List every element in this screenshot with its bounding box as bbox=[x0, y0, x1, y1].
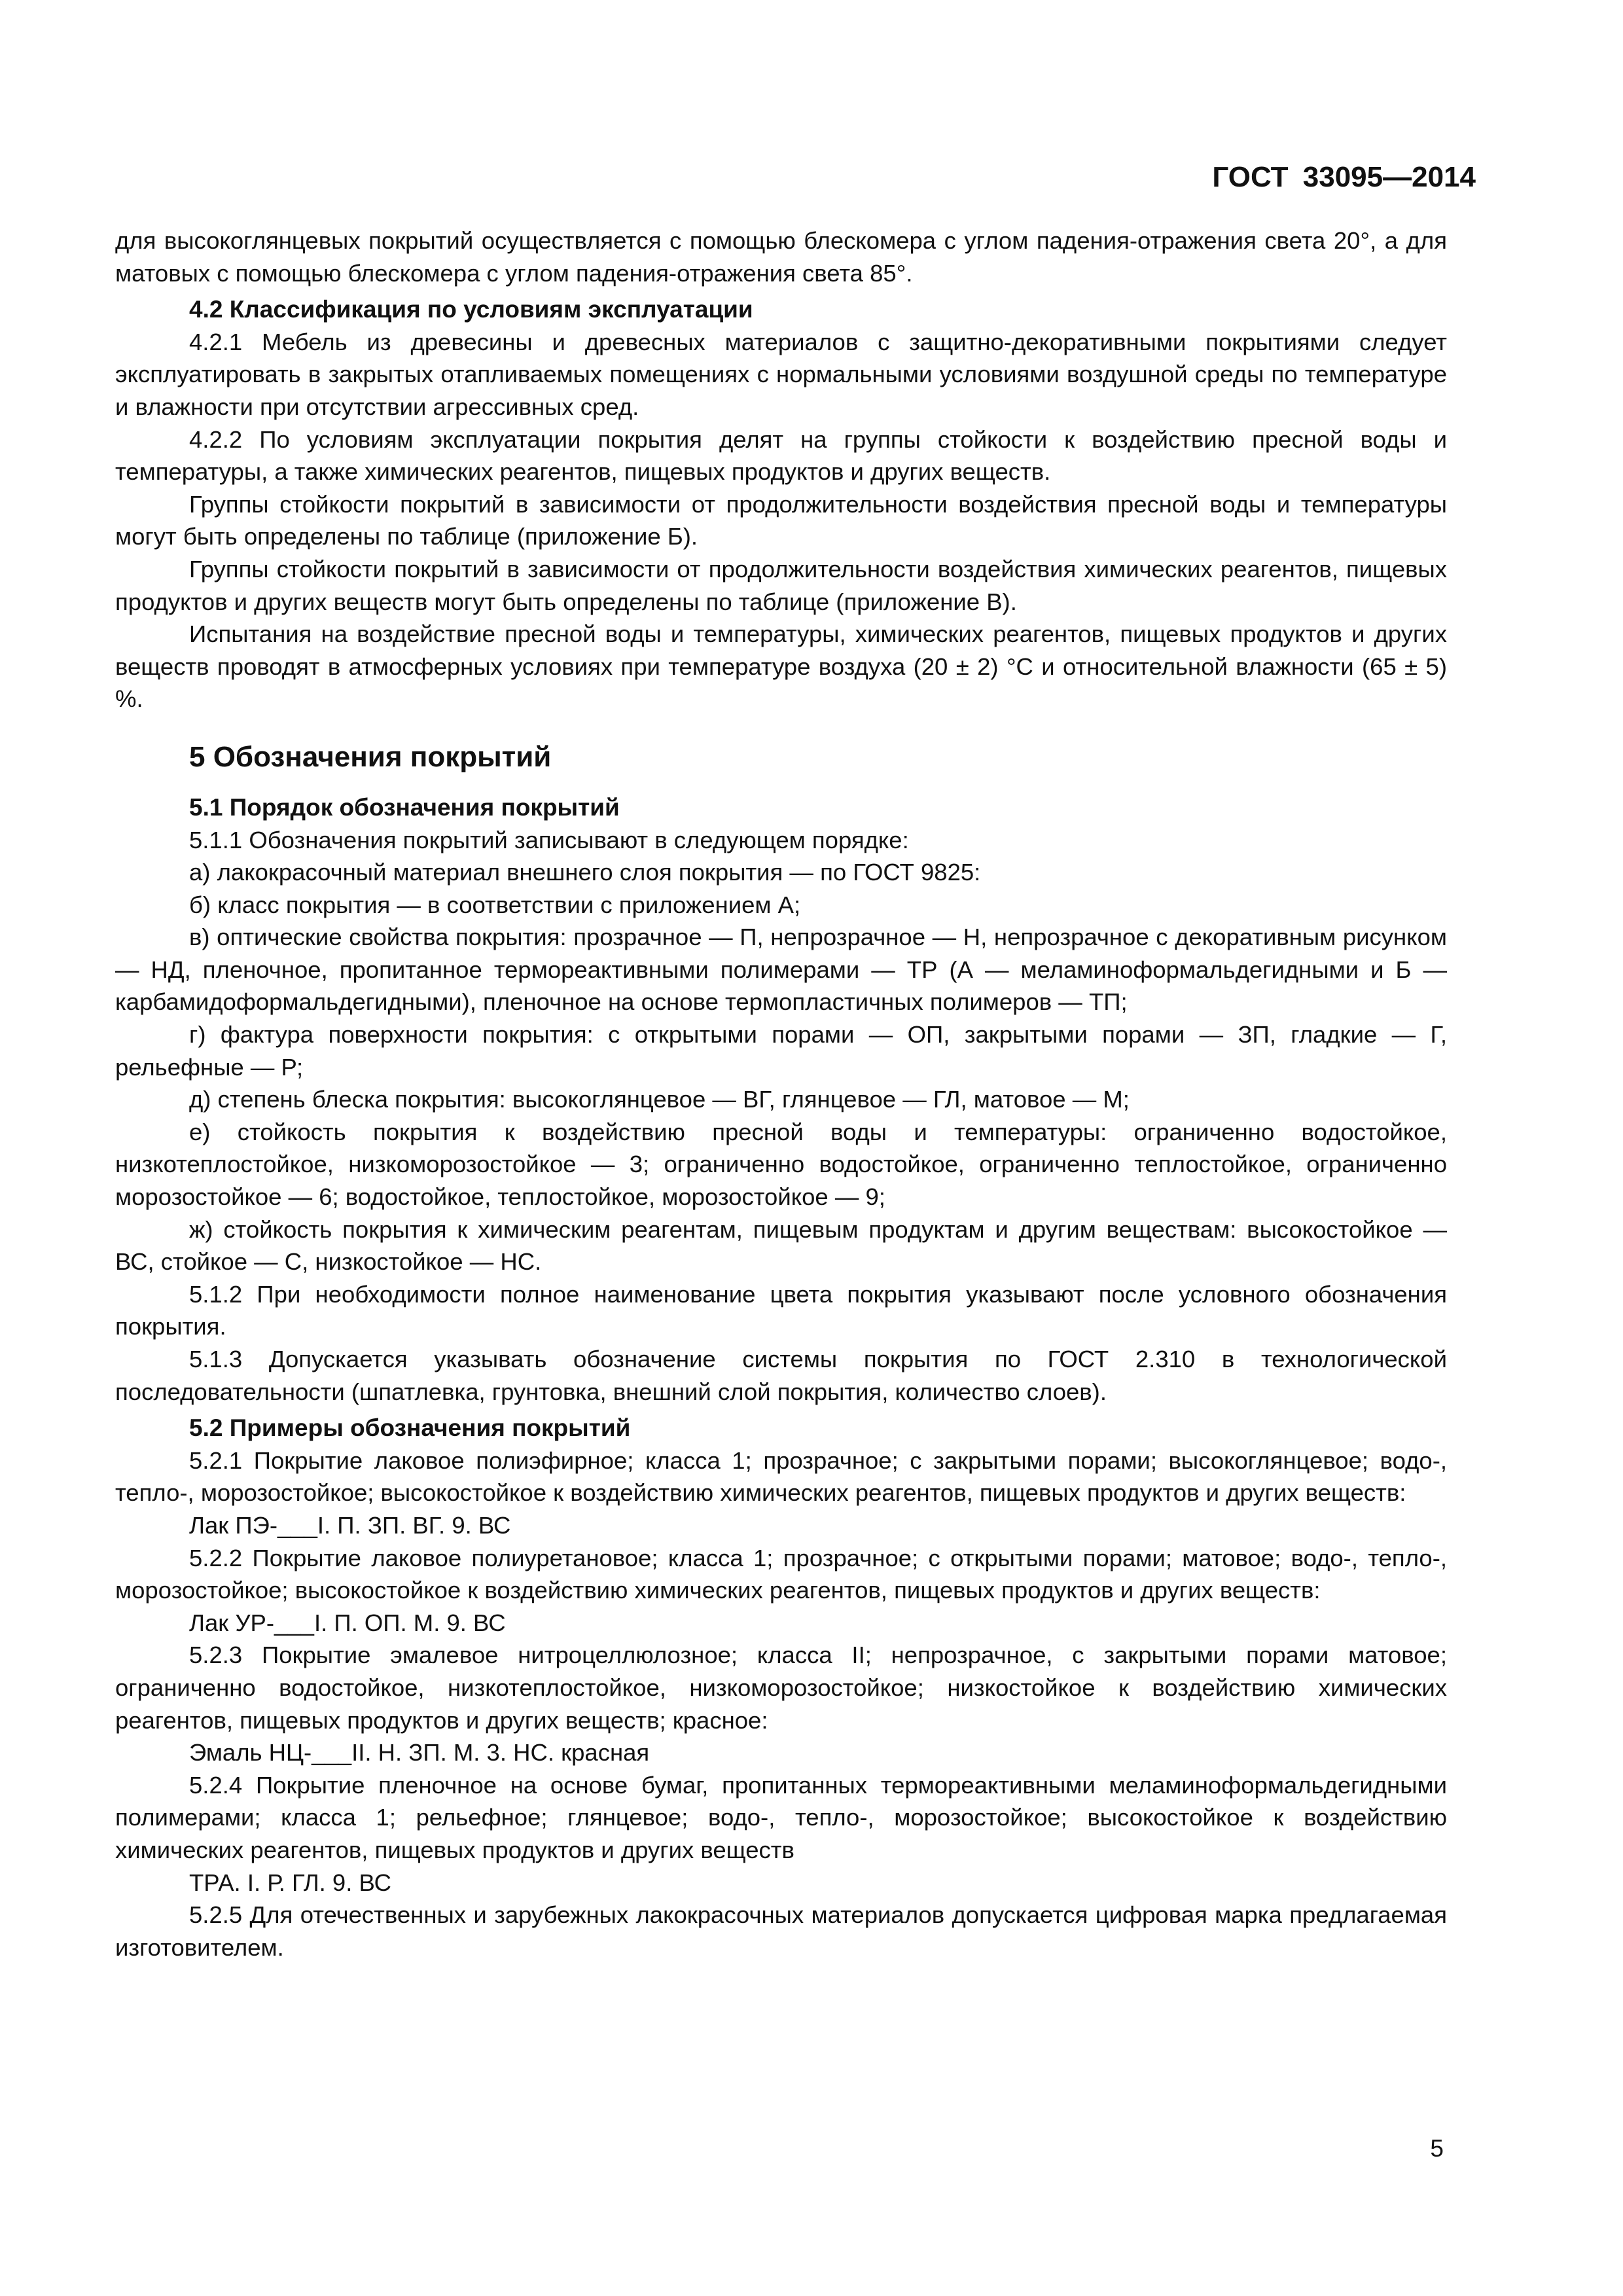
paragraph-test-conditions: Испытания на воздействие пресной воды и температуры, химических реагентов, пищевых продуктов и других веществ проводят в атмосферных условиях при температуре воздуха (20 ± 2) °С и относительной влажности (65 ± 5) %. bbox=[115, 620, 1447, 713]
list-item-d: д) степень блеска покрытия: высокоглянцевое — ВГ, глянцевое — ГЛ, матовое — М; bbox=[189, 1086, 1130, 1113]
designation-example-4: ТРА. I. Р. ГЛ. 9. ВС bbox=[189, 1869, 392, 1896]
list-item-b: б) класс покрытия — в соответствии с приложением А; bbox=[189, 891, 801, 918]
designation-example-1: Лак ПЭ-___I. П. ЗП. ВГ. 9. ВС bbox=[189, 1511, 511, 1539]
list-item-v: в) оптические свойства покрытия: прозрачное — П, непрозрачное — Н, непрозрачное с декоративным рисунком — НД, пленочное, пропитанное термореактивными полимерами — ТР (А — меламиноформальдегидными и Б — карбамидоформальдегидными), пленочное на основе термопластичных полимеров — ТП; bbox=[115, 924, 1447, 1016]
paragraph-5-2-3: 5.2.3 Покрытие эмалевое нитроцеллюлозное; класса II; непрозрачное, с закрытыми порами матовое; ограниченно водостойкое, низкотеплостойкое, низкоморозостойкое; низкостойкое к воздействию химических реагентов, пищевых продуктов и других веществ; красное: bbox=[115, 1641, 1447, 1734]
section-heading-5-2: 5.2 Примеры обозначения покрытий bbox=[189, 1414, 631, 1442]
paragraph-5-1-3: 5.1.3 Допускается указывать обозначение системы покрытия по ГОСТ 2.310 в технологической последовательности (шпатлевка, грунтовка, внешний слой покрытия, количество слоев). bbox=[115, 1346, 1447, 1405]
paragraph-water-resistance-groups: Группы стойкости покрытий в зависимости от продолжительности воздействия пресной воды и температуры могут быть определены по таблице (приложение Б). bbox=[115, 490, 1447, 550]
list-item-g: г) фактура поверхности покрытия: с открытыми порами — ОП, закрытыми порами — ЗП, гладкие — Г, рельефные — Р; bbox=[115, 1021, 1447, 1081]
paragraph-5-1-1: 5.1.1 Обозначения покрытий записывают в следующем порядке: bbox=[189, 826, 909, 853]
paragraph-gloss-measurement: для высокоглянцевых покрытий осуществляется с помощью блескомера с углом падения-отражения света 20°, а для матовых с помощью блескомера с углом падения-отражения света 85°. bbox=[115, 227, 1447, 287]
designation-example-3: Эмаль НЦ-___II. Н. ЗП. М. 3. НС. красная bbox=[189, 1739, 650, 1767]
section-heading-4-2: 4.2 Классификация по условиям эксплуатации bbox=[189, 296, 753, 323]
document-header: ГОСТ 33095—2014 bbox=[1212, 161, 1476, 193]
paragraph-5-2-1: 5.2.1 Покрытие лаковое полиэфирное; класса 1; прозрачное; с закрытыми порами; высокоглянцевое; водо-, тепло-, морозостойкое; высокостойкое к воздействию химических реагентов, пищевых продуктов и других веществ: bbox=[115, 1446, 1447, 1507]
list-item-zh: ж) стойкость покрытия к химическим реагентам, пищевым продуктам и другим веществам: высокостойкое — ВС, стойкое — С, низкостойкое — НС. bbox=[115, 1215, 1447, 1276]
section-heading-5: 5 Обозначения покрытий bbox=[189, 740, 552, 773]
paragraph-chemical-resistance-groups: Группы стойкости покрытий в зависимости от продолжительности воздействия химических реагентов, пищевых продуктов и других веществ могут быть определены по таблице (приложение В). bbox=[115, 555, 1447, 615]
list-item-e: е) стойкость покрытия к воздействию пресной воды и температуры: ограниченно водостойкое, низкотеплостойкое, низкоморозостойкое — 3; ограниченно водостойкое, ограниченно теплостойкое, ограниченно морозостойкое — 6; водостойкое, теплостойкое, морозостойкое — 9; bbox=[115, 1118, 1447, 1211]
paragraph-5-2-5: 5.2.5 Для отечественных и зарубежных лакокрасочных материалов допускается цифровая марка предлагаемая изготовителем. bbox=[115, 1901, 1447, 1961]
paragraph-5-2-2: 5.2.2 Покрытие лаковое полиуретановое; класса 1; прозрачное; с открытыми порами; матовое; водо-, тепло-, морозостойкое; высокостойкое к воздействию химических реагентов, пищевых продуктов и других веществ: bbox=[115, 1544, 1447, 1604]
paragraph-5-1-2: 5.1.2 При необходимости полное наименование цвета покрытия указывают после условного обозначения покрытия. bbox=[115, 1280, 1447, 1340]
paragraph-5-2-4: 5.2.4 Покрытие пленочное на основе бумаг, пропитанных термореактивными меламиноформальдегидными полимерами; класса 1; рельефное; глянцевое; водо-, тепло-, морозостойкое; высокостойкое к воздействию химических реагентов, пищевых продуктов и других веществ bbox=[115, 1771, 1447, 1863]
section-heading-5-1: 5.1 Порядок обозначения покрытий bbox=[189, 793, 620, 821]
paragraph-4-2-1: 4.2.1 Мебель из древесины и древесных материалов с защитно-декоративными покрытиями следует эксплуатировать в закрытых отапливаемых помещениях с нормальными условиями воздушной среды по температуре и влажности при отсутствии агрессивных сред. bbox=[115, 328, 1447, 420]
paragraph-4-2-2: 4.2.2 По условиям эксплуатации покрытия делят на группы стойкости к воздействию пресной воды и температуры, а также химических реагентов, пищевых продуктов и других веществ. bbox=[115, 425, 1447, 486]
document-body bbox=[115, 224, 1447, 1964]
list-item-a: а) лакокрасочный материал внешнего слоя покрытия — по ГОСТ 9825: bbox=[189, 859, 981, 886]
page-number: 5 bbox=[1430, 2135, 1444, 2162]
designation-example-2: Лак УР-___I. П. ОП. М. 9. ВС bbox=[189, 1609, 506, 1636]
